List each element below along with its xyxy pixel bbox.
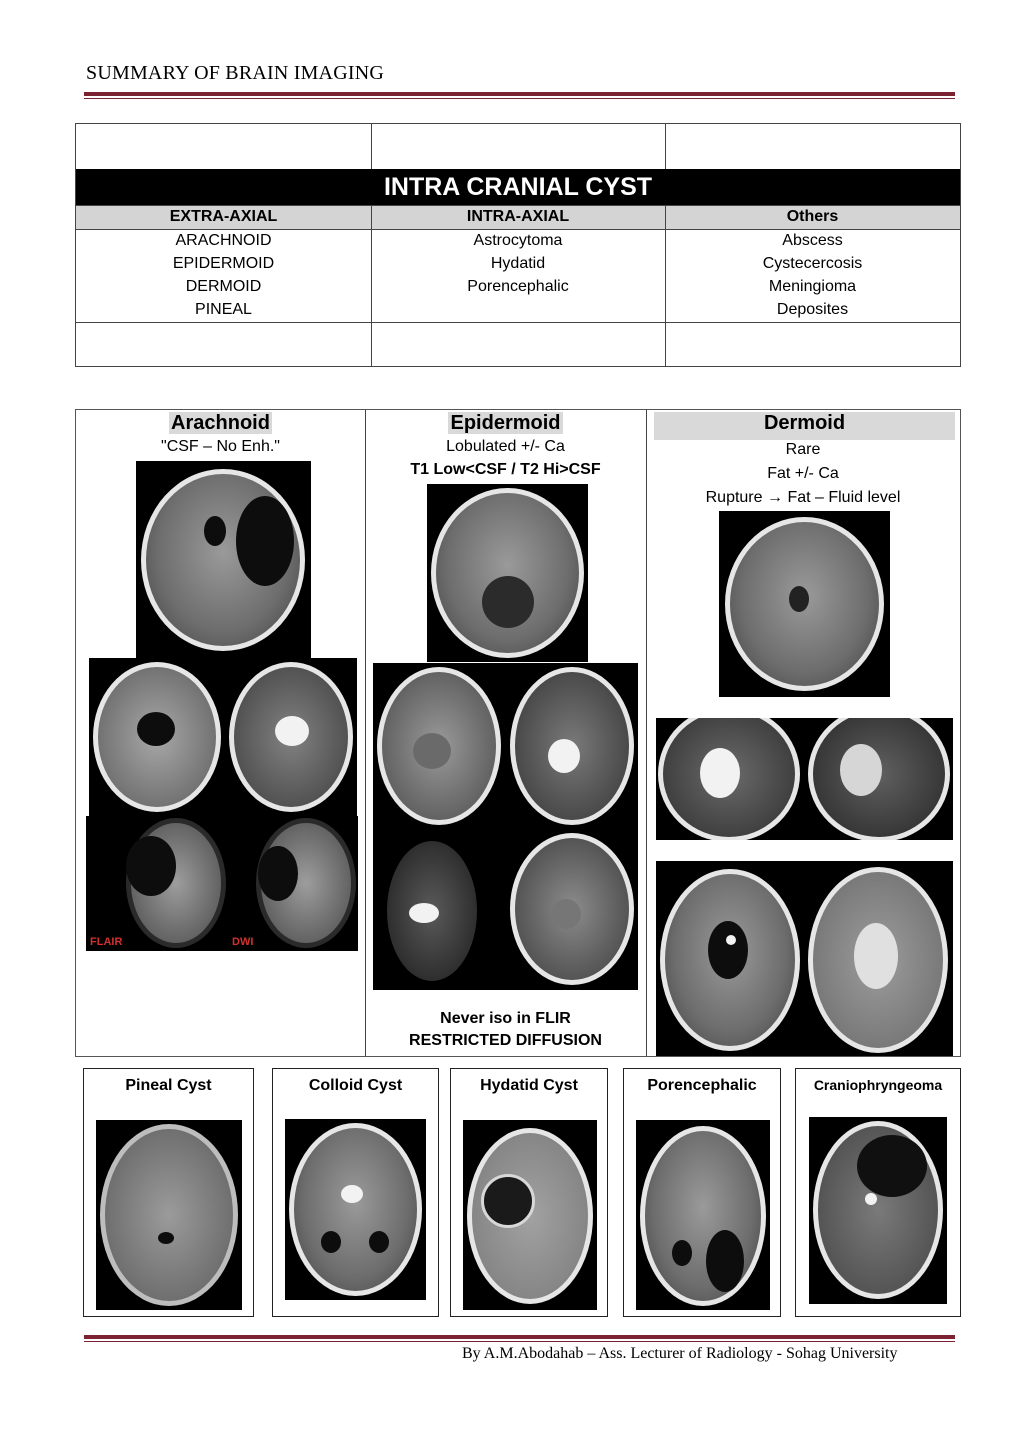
footer-rule-thin <box>84 1341 955 1342</box>
panel-divider <box>365 410 366 1056</box>
list-item: EPIDERMOID <box>172 255 275 272</box>
pineal-cyst-scan <box>96 1120 242 1310</box>
dermoid-line-3-start: Rupture <box>705 489 763 506</box>
others-list <box>665 229 960 321</box>
arachnoid-title-text: Arachnoid <box>171 412 270 434</box>
dermoid-rupture-scans <box>656 861 953 1056</box>
epidermoid-ct-scan <box>427 484 588 662</box>
dermoid-mri-scans <box>656 718 953 840</box>
list-item: Porencephalic <box>467 278 569 295</box>
arachnoid-subtitle: "CSF – No Enh." <box>161 438 280 455</box>
craniopharyngioma-title: Craniophryngeoma <box>813 1077 943 1093</box>
epidermoid-mri-scans <box>373 663 638 990</box>
column-header-row <box>76 205 960 229</box>
header-rule-thin <box>84 98 955 99</box>
hydatid-cyst-title: Hydatid Cyst <box>480 1077 578 1094</box>
table-divider <box>371 124 372 169</box>
arachnoid-flair-dwi-scans <box>86 816 358 951</box>
hydatid-cyst-scan <box>463 1120 597 1310</box>
table-rule <box>76 205 960 206</box>
dermoid-line-2: Fat +/- Ca <box>767 465 839 482</box>
epidermoid-note-2: RESTRICTED DIFFUSION <box>409 1032 602 1049</box>
pineal-cyst-box <box>83 1068 254 1317</box>
epidermoid-line-2: T1 Low<CSF / T2 Hi>CSF <box>410 461 601 478</box>
summary-table <box>75 123 961 367</box>
list-item: Hydatid <box>490 255 546 272</box>
epidermoid-note-1: Never iso in FLIR <box>440 1010 571 1027</box>
cyst-image-panel <box>75 409 961 1057</box>
epidermoid-line-1: Lobulated +/- Ca <box>446 438 565 455</box>
colloid-cyst-box <box>272 1068 439 1317</box>
porencephalic-title: Porencephalic <box>647 1077 757 1094</box>
dermoid-ct-scan <box>719 511 890 697</box>
header-rule <box>84 92 955 96</box>
porencephalic-box <box>623 1068 781 1317</box>
intra-axial-list <box>371 229 665 298</box>
arachnoid-mri-scans <box>89 658 357 816</box>
pineal-cyst-title: Pineal Cyst <box>125 1077 212 1094</box>
table-rule <box>76 322 960 323</box>
list-item: Deposites <box>776 301 849 318</box>
page-title: SUMMARY OF BRAIN IMAGING <box>86 62 384 84</box>
list-item: PINEAL <box>195 301 252 318</box>
epidermoid-title-text: Epidermoid <box>450 412 561 434</box>
list-item: DERMOID <box>185 278 262 295</box>
flair-label: FLAIR <box>90 936 123 948</box>
column-header-intra-axial: INTRA-AXIAL <box>466 208 570 225</box>
dermoid-line-1: Rare <box>785 441 821 458</box>
table-divider <box>665 124 666 169</box>
list-item: Meningioma <box>768 278 857 295</box>
list-item: Astrocytoma <box>473 232 563 249</box>
porencephalic-scan <box>636 1120 770 1310</box>
arachnoid-ct-scan <box>136 461 311 658</box>
list-item: ARACHNOID <box>175 232 272 249</box>
dermoid-title: Dermoid <box>763 412 846 434</box>
colloid-cyst-title: Colloid Cyst <box>308 1077 403 1094</box>
colloid-cyst-scan <box>285 1119 426 1300</box>
craniopharyngioma-box <box>795 1068 961 1317</box>
dwi-label: DWI <box>232 936 254 948</box>
arrow-right-icon: → <box>766 489 783 506</box>
footer-rule <box>84 1335 955 1339</box>
cyst-table-title: INTRA CRANIAL CYST <box>76 169 960 205</box>
column-header-others: Others <box>786 208 839 225</box>
arachnoid-title <box>76 412 365 435</box>
hydatid-cyst-box <box>450 1068 608 1317</box>
epidermoid-title <box>365 412 646 435</box>
list-item: Cystecercosis <box>762 255 863 272</box>
craniopharyngioma-scan <box>809 1117 947 1304</box>
extra-axial-list <box>76 229 371 321</box>
list-item: Abscess <box>782 232 843 249</box>
dermoid-line-3-end: Fat – Fluid level <box>787 489 901 506</box>
dermoid-line-3 <box>646 489 960 507</box>
footer-credit: By A.M.Abodahab – Ass. Lecturer of Radiology - Sohag University <box>462 1345 898 1362</box>
column-header-extra-axial: EXTRA-AXIAL <box>169 208 278 225</box>
